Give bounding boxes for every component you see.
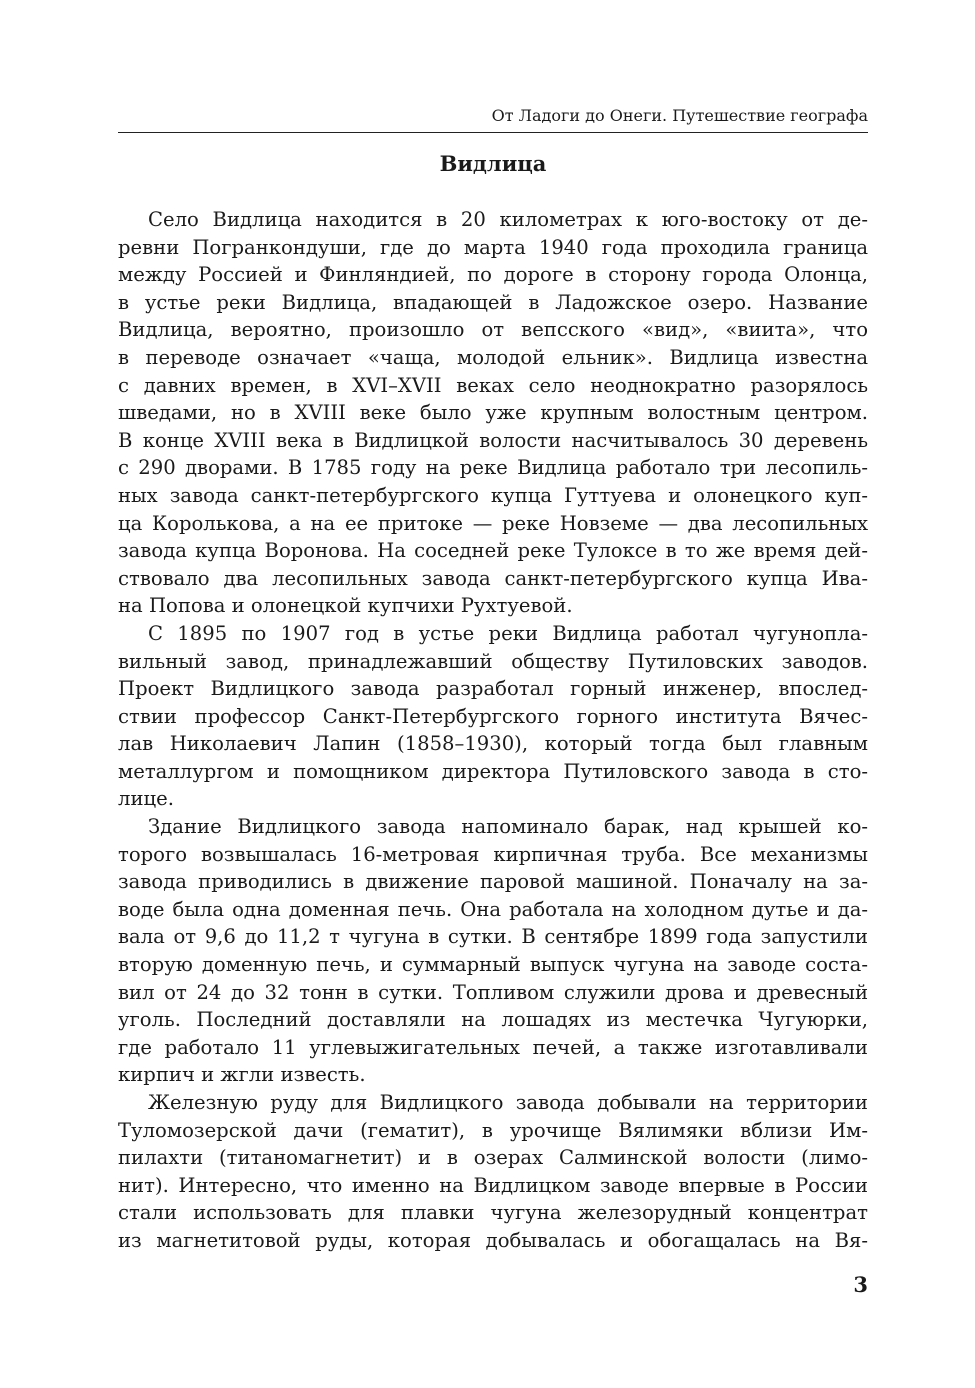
text-line: завода купца Воронова. На соседней реке Тулоксе в то же время дей- — [118, 539, 868, 563]
text-line: лице. — [118, 787, 174, 811]
paragraph — [118, 1089, 868, 1255]
text-line: на Попова и олонецкой купчихи Рухтуевой. — [118, 594, 573, 618]
chapter-title: Видлица — [439, 151, 547, 176]
text-line: вала от 9,6 до 11,2 т чугуна в сутки. В сентябре 1899 года запустили — [118, 925, 868, 949]
text-line: торого возвышалась 16-метровая кирпичная труба. Все механизмы — [118, 842, 868, 866]
running-title: От Ладоги до Онеги. Путешествие географа — [491, 106, 868, 125]
text-line: вил от 24 до 32 тонн в сутки. Топливом служили дрова и древесный — [118, 980, 868, 1004]
text-line: ца Королькова, а на ее притоке — реке Новземе — два лесопильных — [118, 511, 868, 535]
text-line: стали использовать для плавки чугуна железорудный концентрат — [118, 1201, 868, 1225]
text-line: ствии профессор Санкт-Петербургского горного института Вячес- — [118, 704, 868, 728]
text-line: ствовало два лесопильных завода санкт-петербургского купца Ива- — [118, 566, 868, 590]
text-line: в переводе означает «чаща, молодой ельник». Видлица известна — [118, 345, 868, 369]
text-line: ных завода санкт-петербургского купца Гуттуева и олонецкого куп- — [118, 483, 868, 507]
text-line: между Россией и Финляндией, по дороге в сторону города Олонца, — [118, 263, 868, 287]
text-line: С 1895 по 1907 год в устье реки Видлица работал чугунопла- — [148, 621, 868, 645]
text-line: где работало 11 углевыжигательных печей, а также изготавливали — [118, 1035, 868, 1059]
text-line: вторую доменную печь, и суммарный выпуск чугуна на заводе соста- — [118, 953, 868, 977]
text-line: нит). Интересно, что именно на Видлицком заводе впервые в России — [118, 1173, 868, 1197]
text-line: уголь. Последний доставляли на лошадях из местечка Чугуюрки, — [118, 1008, 868, 1032]
body-text — [118, 206, 868, 1255]
text-line: из магнетитовой руды, которая добывалась и обогащалась на Вя- — [118, 1228, 868, 1252]
paragraph — [118, 813, 868, 1089]
text-line: шведами, но в XVIII веке было уже крупным волостным центром. — [118, 401, 868, 425]
text-line: В конце XVIII века в Видлицкой волости насчитывалось 30 деревень — [118, 428, 868, 452]
text-line: с давних времен, в XVI–XVII веках село неоднократно разорялось — [118, 373, 868, 397]
text-line: Проект Видлицкого завода разработал горный инженер, впослед- — [118, 677, 868, 701]
text-line: с 290 дворами. В 1785 году на реке Видлица работало три лесопиль- — [118, 456, 868, 480]
page-number: 3 — [853, 1272, 868, 1297]
text-line: вильный завод, принадлежавший обществу Путиловских заводов. — [118, 649, 868, 673]
paragraph — [118, 206, 868, 620]
text-line: Здание Видлицкого завода напоминало барак, над крышей ко- — [148, 815, 868, 839]
paragraph — [118, 620, 868, 813]
text-line: металлургом и помощником директора Путиловского завода в сто- — [118, 759, 868, 783]
text-line: ревни Погранкондуши, где до марта 1940 года проходила граница — [118, 235, 868, 259]
text-line: Видлица, вероятно, произошло от вепсского «вид», «виита», что — [118, 318, 868, 342]
text-line: воде была одна доменная печь. Она работала на холодном дутье и да- — [118, 897, 868, 921]
text-line: пилахти (титаномагнетит) и в озерах Салминской волости (лимо- — [118, 1146, 868, 1170]
text-line: Железную руду для Видлицкого завода добывали на территории — [148, 1091, 868, 1114]
text-line: кирпич и жгли известь. — [118, 1063, 366, 1087]
text-line: завода приводились в движение паровой машиной. Поначалу на за- — [118, 870, 868, 894]
text-line: лав Николаевич Лапин (1858–1930), который тогда был главным — [118, 732, 868, 756]
text-line: Село Видлица находится в 20 километрах к юго-востоку от де- — [148, 208, 868, 231]
running-header — [118, 102, 868, 133]
text-line: Туломозерской дачи (гематит), в урочище Вялимяки вблизи Им- — [118, 1118, 868, 1142]
text-line: в устье реки Видлица, впадающей в Ладожское озеро. Название — [118, 290, 868, 314]
